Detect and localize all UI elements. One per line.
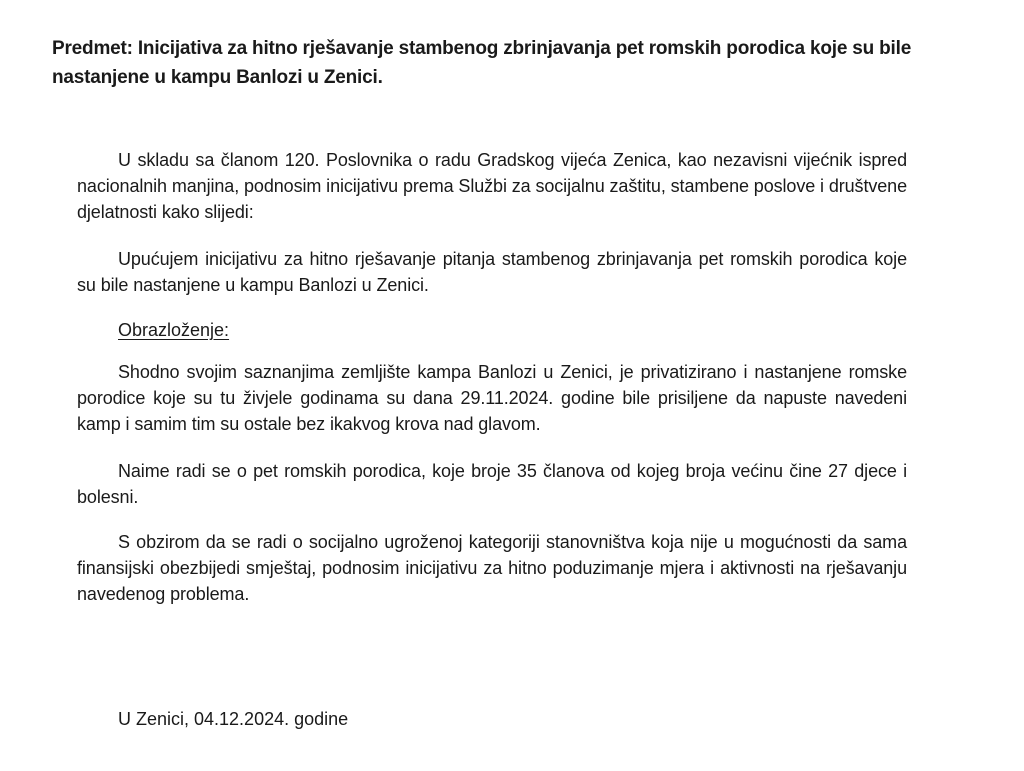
document-subject: Predmet: Inicijativa za hitno rješavanje stambenog zbrinjavanja pet romskih porodica koje su bile nastanjene u kampu Banlozi u Zenici. [52,38,912,88]
place-and-date: U Zenici, 04.12.2024. godine [118,709,349,729]
explanation-paragraph-1: Shodno svojim saznanjima zemljište kampa Banlozi u Zenici, je privatizirano i nastanjene romske porodice koje su tu živjele godinama su dana 29.11.2024. godine bile prisiljene da napuste navedeni kamp i samim tim su ostale bez ikakvog krova nad glavom. [77,362,907,434]
explanation-paragraph-2: Naime radi se o pet romskih porodica, koje broje 35 članova od kojeg broja većinu čine 27 djece i bolesni. [77,461,907,507]
initiative-paragraph: Upućujem inicijativu za hitno rješavanje pitanja stambenog zbrinjavanja pet romskih porodica koje su bile nastanjene u kampu Banlozi u Zenici. [77,249,907,295]
explanation-paragraph-3: S obzirom da se radi o socijalno ugroženoj kategoriji stanovništva koja nije u mogućnosti da sama finansijski obezbijedi smještaj, podnosim inicijativu za hitno poduzimanje mjera i aktivnosti na rješavanju navedenog problema. [77,532,907,604]
intro-paragraph: U skladu sa članom 120. Poslovnika o radu Gradskog vijeća Zenica, kao nezavisni vijećnik ispred nacionalnih manjina, podnosim inicijativu prema Službi za socijalnu zaštitu, stambene poslove i društvene djelatnosti kako slijedi: [77,150,907,222]
explanation-heading: Obrazloženje: [118,320,230,340]
